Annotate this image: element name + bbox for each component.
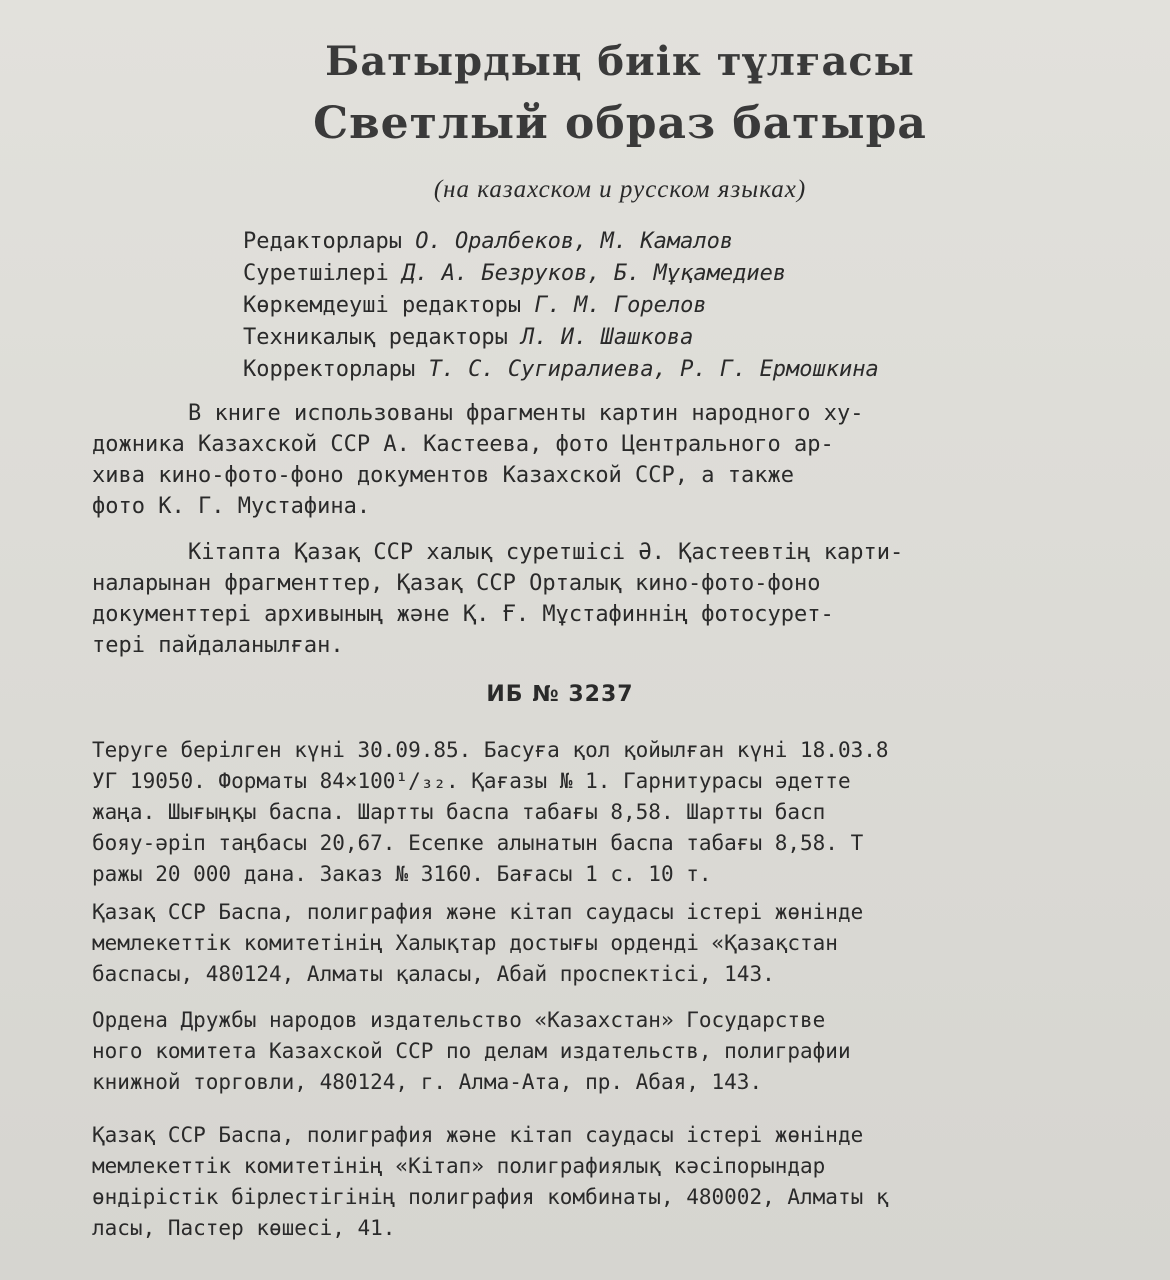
- text-line: баспасы, 480124, Алматы қаласы, Абай проспектісі, 143.: [92, 962, 775, 986]
- credit-line: [243, 322, 1143, 354]
- text-line: мемлекеттік комитетінің Халықтар достығы орденді «Қазақстан: [92, 931, 838, 955]
- text-line: дожника Казахской ССР А. Кастеева, фото Центрального ар-: [92, 432, 834, 457]
- credit-names: Г. М. Горелов: [534, 293, 707, 318]
- title-russian: Светлый образ батыра: [313, 98, 927, 149]
- credit-line: [243, 354, 1143, 386]
- text-line: Ордена Дружбы народов издательство «Казахстан» Государстве: [92, 1008, 826, 1032]
- text-line: фото К. Г. Мустафина.: [92, 494, 371, 519]
- subtitle-languages: (на казахском и русском языках): [433, 176, 807, 203]
- paragraph-russian-sources: [92, 398, 1122, 522]
- title-kazakh: Батырдың биік тұлғасы: [325, 38, 915, 85]
- imprint-print-details: [92, 735, 1170, 890]
- text-line: хива кино-фото-фоно документов Казахской ССР, а также: [92, 463, 794, 488]
- credit-names: Т. С. Сугиралиева, Р. Г. Ермошкина: [428, 357, 879, 382]
- credit-names: Д. А. Безруков, Б. Мұқамедиев: [401, 261, 787, 286]
- credit-line: [243, 290, 1143, 322]
- credit-role: Техникалық редакторы: [243, 325, 508, 350]
- text-line: Кітапта Қазақ ССР халық суретшісі Ә. Қастеевтің карти-: [188, 540, 904, 565]
- imprint-printing-plant: [92, 1120, 1170, 1244]
- credits-list: [243, 226, 1143, 386]
- credit-role: Корректорлары: [243, 357, 416, 382]
- credit-role: Суретшілері: [243, 261, 389, 286]
- text-line: тері пайдаланылған.: [92, 633, 344, 658]
- text-line: мемлекеттік комитетінің «Кітап» полиграфиялық кәсіпорындар: [92, 1154, 826, 1178]
- credit-names: Л. И. Шашкова: [521, 325, 694, 350]
- text-line: ласы, Пастер көшесі, 41.: [92, 1216, 396, 1240]
- imprint-publisher-russian: [92, 1005, 1170, 1098]
- text-line: Қазақ ССР Баспа, полиграфия және кітап саудасы істері жөнінде: [92, 900, 864, 924]
- credit-role: Редакторлары: [243, 229, 402, 254]
- text-line: УГ 19050. Форматы 84×100¹/₃₂. Қағазы № 1. Гарнитурасы әдетте: [92, 769, 851, 793]
- credit-names: О. Оралбеков, М. Камалов: [415, 229, 734, 254]
- imprint-publisher-kazakh: [92, 897, 1170, 990]
- text-line: жаңа. Шығыңқы баспа. Шартты баспа табағы 8,58. Шартты басп: [92, 800, 826, 824]
- credit-role: Көркемдеуші редакторы: [243, 293, 522, 318]
- text-line: Теруге берілген күні 30.09.85. Басуға қол қойылған күні 18.03.8: [92, 738, 889, 762]
- text-line: Қазақ ССР Баспа, полиграфия және кітап саудасы істері жөнінде: [92, 1123, 864, 1147]
- paragraph-kazakh-sources: [92, 537, 1122, 661]
- text-line: книжной торговли, 480124, г. Алма-Ата, пр. Абая, 143.: [92, 1070, 763, 1094]
- text-line: В книге использованы фрагменты картин народного ху-: [188, 401, 864, 426]
- credit-line: [243, 258, 1143, 290]
- text-line: ражы 20 000 дана. Заказ № 3160. Бағасы 1 с. 10 т.: [92, 862, 712, 886]
- text-line: документтері архивының және Қ. Ғ. Мұстафиннің фотосурет-: [92, 602, 834, 627]
- text-line: өндірістік бірлестігінің полиграфия комбинаты, 480002, Алматы қ: [92, 1185, 889, 1209]
- credit-line: [243, 226, 1143, 258]
- text-line: бояу-әріп таңбасы 20,67. Есепке алынатын баспа табағы 8,58. Т: [92, 831, 864, 855]
- ib-number: ИБ № 3237: [486, 682, 634, 707]
- text-line: ного комитета Казахской ССР по делам издательств, полиграфии: [92, 1039, 851, 1063]
- text-line: наларынан фрагменттер, Қазақ ССР Орталық кино-фото-фоно: [92, 571, 821, 596]
